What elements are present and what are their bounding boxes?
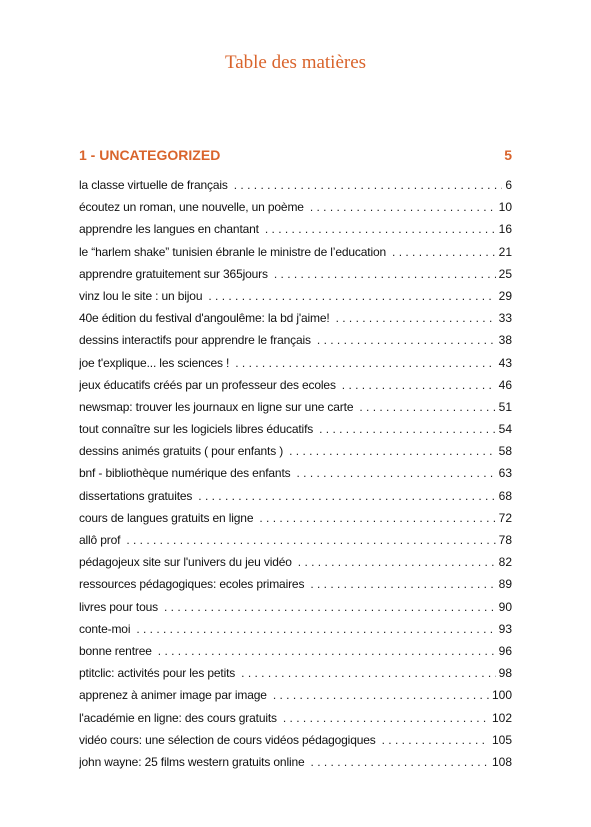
chapter-page-number: 5 (504, 147, 512, 163)
toc-entry[interactable] (79, 510, 512, 532)
toc-entry-page: 78 (498, 533, 512, 547)
toc-entry-page: 38 (498, 333, 512, 348)
toc-entry-page: 63 (498, 466, 512, 481)
dot-leader (164, 599, 496, 616)
toc-entry[interactable] (79, 687, 512, 709)
toc-entry-page: 33 (498, 311, 512, 326)
dot-leader (208, 288, 495, 305)
dot-leader (273, 687, 489, 704)
toc-entry-page: 21 (498, 244, 512, 259)
toc-entry[interactable] (79, 288, 512, 310)
toc-entry-title: vidéo cours: une sélection de cours vidéos pédagogiques (79, 732, 376, 747)
toc-entry-title: bnf - bibliothèque numérique des enfants (79, 466, 291, 481)
toc-entry-title: tout connaître sur les logiciels libres éducatifs (79, 422, 314, 437)
dot-leader (259, 510, 495, 527)
dot-leader (241, 665, 495, 682)
toc-entry-title: jeux éducatifs créés par un professeur des ecoles (79, 377, 336, 392)
toc-entry[interactable] (79, 355, 512, 377)
toc-list (79, 177, 512, 776)
toc-entry-title: l'académie en ligne: des cours gratuits (79, 710, 277, 725)
toc-entry-title: écoutez un roman, une nouvelle, un poème (79, 200, 304, 215)
dot-leader (382, 732, 489, 749)
dot-leader (198, 488, 495, 505)
toc-entry[interactable] (79, 710, 512, 732)
toc-entry[interactable] (79, 488, 512, 510)
toc-entry-title: ptitclic: activités pour les petits (79, 666, 236, 681)
toc-entry-page: 29 (498, 288, 512, 303)
toc-entry-page: 10 (498, 200, 512, 215)
toc-entry-title: apprendre gratuitement sur 365jours (79, 266, 268, 281)
toc-entry-page: 89 (498, 577, 512, 592)
chapter-label: 1 - UNCATEGORIZED (79, 147, 221, 163)
dot-leader (126, 532, 495, 549)
toc-entry-page: 68 (498, 488, 512, 503)
toc-entry[interactable] (79, 443, 512, 465)
toc-entry[interactable] (79, 621, 512, 643)
toc-entry-title: john wayne: 25 films western gratuits online (79, 754, 305, 769)
toc-entry-page: 98 (498, 666, 512, 681)
toc-entry-page: 46 (498, 377, 512, 392)
toc-entry-page: 100 (491, 688, 512, 703)
dot-leader (283, 710, 489, 727)
toc-entry-page: 105 (491, 732, 512, 747)
dot-leader (359, 399, 495, 416)
toc-entry[interactable] (79, 221, 512, 243)
toc-entry-title: ressources pédagogiques: ecoles primaires (79, 577, 305, 592)
dot-leader (234, 177, 503, 194)
toc-entry-title: joe t'explique... les sciences ! (79, 355, 230, 370)
toc-entry-title: livres pour tous (79, 599, 158, 614)
toc-entry-title: 40e édition du festival d'angoulême: la bd j'aime! (79, 311, 330, 326)
toc-entry[interactable] (79, 399, 512, 421)
toc-entry-page: 102 (491, 710, 512, 725)
toc-entry-title: dissertations gratuites (79, 488, 193, 503)
toc-entry-page: 82 (498, 555, 512, 570)
toc-entry[interactable] (79, 244, 512, 266)
toc-entry-page: 25 (498, 266, 512, 281)
toc-entry-title: pédagojeux site sur l'univers du jeu vidéo (79, 555, 292, 570)
toc-entry-page: 54 (498, 422, 512, 437)
dot-leader (274, 266, 496, 283)
toc-entry-title: allô prof (79, 533, 121, 547)
toc-entry-title: bonne rentree (79, 643, 152, 658)
toc-entry[interactable] (79, 332, 512, 354)
toc-entry[interactable] (79, 643, 512, 665)
toc-entry-title: vinz lou le site : un bijou (79, 288, 203, 303)
toc-entry-page: 72 (498, 510, 512, 525)
dot-leader (136, 621, 495, 638)
toc-entry-page: 43 (498, 355, 512, 370)
dot-leader (265, 221, 496, 238)
toc-entry-title: la classe virtuelle de français (79, 178, 228, 192)
dot-leader (317, 332, 496, 349)
toc-entry-page: 90 (498, 599, 512, 614)
toc-entry[interactable] (79, 377, 512, 399)
dot-leader (298, 554, 496, 571)
toc-entry[interactable] (79, 732, 512, 754)
dot-leader (342, 377, 496, 394)
toc-entry-page: 108 (491, 754, 512, 769)
toc-entry-title: newsmap: trouver les journaux en ligne sur une carte (79, 399, 354, 414)
dot-leader (289, 443, 496, 460)
toc-entry-page: 96 (498, 643, 512, 658)
toc-entry-page: 16 (498, 222, 512, 237)
toc-entry[interactable] (79, 599, 512, 621)
dot-leader (310, 576, 495, 593)
dot-leader (296, 465, 495, 482)
dot-leader (310, 199, 496, 216)
toc-entry-title: cours de langues gratuits en ligne (79, 510, 254, 525)
toc-entry[interactable] (79, 754, 512, 776)
toc-entry[interactable] (79, 177, 512, 199)
toc-entry[interactable] (79, 465, 512, 487)
toc-entry-title: apprendre les langues en chantant (79, 222, 259, 237)
toc-entry[interactable] (79, 266, 512, 288)
page-title: Table des matières (224, 52, 367, 73)
dot-leader (392, 244, 496, 261)
dot-leader (336, 310, 496, 327)
dot-leader (311, 754, 489, 771)
toc-entry-title: conte-moi (79, 621, 131, 636)
toc-entry-title: le “harlem shake” tunisien ébranle le ministre de l’education (79, 244, 387, 259)
toc-entry[interactable] (79, 310, 512, 332)
dot-leader (158, 643, 496, 660)
toc-entry-page: 93 (498, 621, 512, 636)
toc-entry-page: 51 (498, 399, 512, 414)
toc-entry-title: apprenez à animer image par image (79, 688, 267, 703)
toc-entry[interactable] (79, 576, 512, 598)
toc-entry-page: 6 (505, 178, 512, 192)
toc-entry[interactable] (79, 665, 512, 687)
toc-entry-title: dessins interactifs pour apprendre le français (79, 333, 311, 348)
dot-leader (235, 355, 495, 372)
toc-entry[interactable] (79, 532, 512, 554)
toc-entry[interactable] (79, 554, 512, 576)
chapter-heading[interactable] (79, 147, 512, 163)
toc-entry[interactable] (79, 421, 512, 443)
toc-entry[interactable] (79, 199, 512, 221)
toc-entry-page: 58 (498, 444, 512, 459)
dot-leader (319, 421, 496, 438)
toc-entry-title: dessins animés gratuits ( pour enfants ) (79, 444, 284, 459)
